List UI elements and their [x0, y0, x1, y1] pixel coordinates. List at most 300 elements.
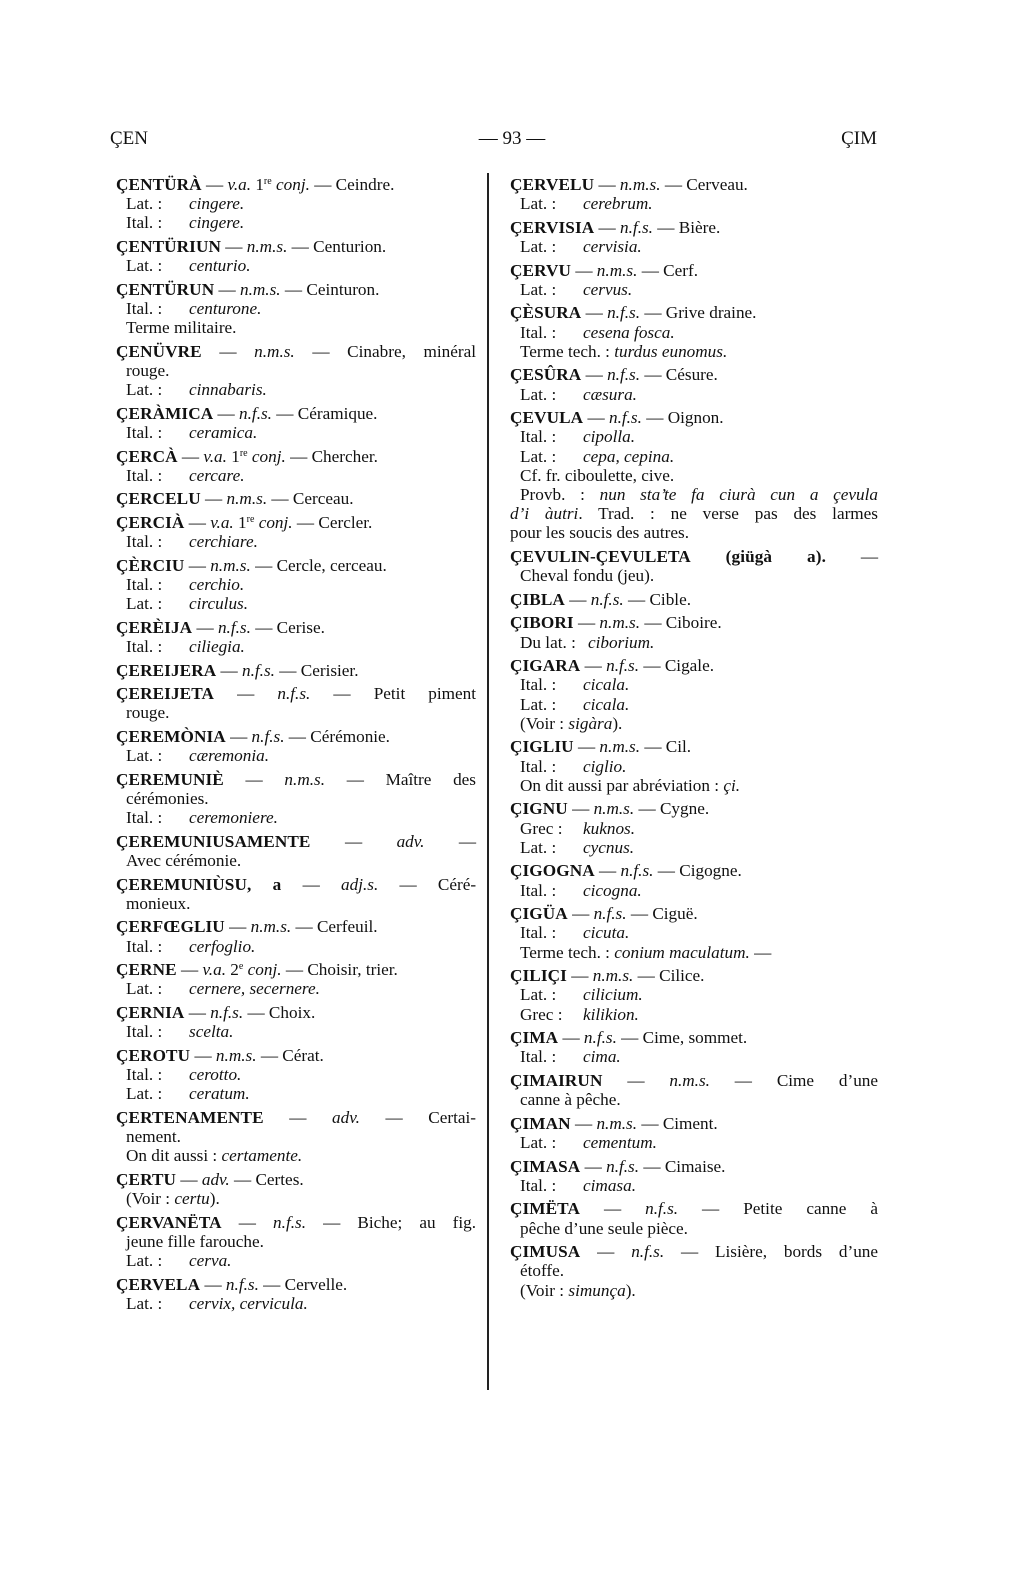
definition: Céré- — [437, 874, 477, 894]
part-of-speech: v.a. — [227, 175, 252, 194]
dash: — — [260, 1045, 278, 1065]
proverb-text: nun sta’te fa ciurà cun a çevula — [599, 485, 879, 504]
dash: — — [680, 1242, 699, 1262]
definition: Cerveau. — [686, 175, 748, 194]
etymology-line — [510, 280, 878, 299]
dictionary-entry — [510, 966, 878, 1024]
dash: — — [180, 960, 199, 980]
conjugation-ordinal: re — [239, 447, 248, 459]
definition-continuation: monieux. — [126, 893, 191, 913]
conjugation-label: conj. — [258, 512, 293, 532]
dash: — — [217, 403, 235, 423]
headword: ÇEROTU — [116, 1045, 191, 1065]
see-also-close: ). — [612, 713, 623, 733]
dash: — — [205, 489, 223, 509]
see-also-label: (Voir : — [126, 1188, 171, 1208]
dictionary-entry — [116, 513, 476, 551]
part-of-speech: n.f.s. — [620, 861, 654, 881]
definition: Ceindre. — [335, 175, 395, 194]
etymology-line — [116, 1294, 476, 1313]
see-also-close: ). — [209, 1188, 220, 1208]
dash: — — [263, 1274, 281, 1294]
conjugation-number: 1 — [255, 175, 264, 194]
dash: — — [664, 175, 682, 194]
etymology-word: ciliegia. — [189, 636, 245, 656]
headword: ÇEREMUNIÙSU, a — [116, 874, 282, 894]
part-of-speech: n.f.s. — [239, 403, 272, 423]
dash: — — [188, 1002, 206, 1022]
dash: — — [312, 341, 330, 361]
etymology-line — [116, 194, 476, 213]
dash: — — [641, 1113, 659, 1133]
proverb-label: Provb. : — [520, 485, 585, 504]
headword: ÇESÛRA — [510, 365, 582, 385]
etymology-word: cervisia. — [583, 237, 642, 256]
entry-head-line — [510, 175, 878, 194]
entry-head-line — [510, 861, 878, 880]
dictionary-entry — [510, 408, 878, 542]
dash: — — [637, 966, 655, 986]
etymology-language: Ital. : — [520, 756, 557, 776]
entry-head-line — [116, 875, 476, 894]
definition-continuation: jeune fille farouche. — [126, 1231, 264, 1251]
definition: Ciboire. — [665, 613, 722, 633]
etymology-word: cicogna. — [583, 880, 642, 900]
etymology-word: centurio. — [189, 256, 251, 276]
dash: — — [233, 1169, 252, 1189]
technical-term — [510, 342, 878, 361]
part-of-speech: n.f.s. — [606, 656, 640, 676]
etymology-line — [116, 746, 476, 765]
etymology-line — [116, 1084, 476, 1103]
part-of-speech: n.f.s. — [210, 1002, 244, 1022]
dictionary-entry — [116, 661, 476, 680]
etymology-line — [510, 1047, 878, 1066]
etymology-word: ciborium. — [588, 632, 655, 652]
etymology-language: Ital. : — [126, 808, 163, 828]
headword: ÇIMAIRUN — [510, 1070, 603, 1090]
dash: — — [860, 547, 878, 566]
dictionary-entry — [510, 799, 878, 857]
etymology-language: Lat. : — [126, 594, 163, 614]
dash: — — [344, 831, 363, 851]
definition: Cygne. — [659, 799, 710, 819]
headword: ÇIMUSA — [510, 1242, 581, 1262]
dash: — — [585, 303, 603, 323]
dictionary-entry — [116, 556, 476, 614]
etymology-language: Du lat. : — [520, 632, 576, 652]
etymology-word: ciglio. — [583, 756, 627, 776]
part-of-speech: adv. — [201, 1169, 230, 1189]
definition: Cérat. — [282, 1045, 324, 1065]
definition: Lisière, bords d’une — [715, 1242, 879, 1262]
etymology-language: Lat. : — [126, 256, 163, 276]
definition-continuation: rouge. — [126, 361, 170, 380]
etymology-word: ceramica. — [189, 423, 258, 442]
etymology-language: Ital. : — [520, 880, 557, 900]
etymology-word: ceremoniere. — [189, 808, 278, 828]
technical-term-label: Terme tech. : — [520, 341, 610, 361]
definition-continuation: Avec cérémonie. — [126, 850, 242, 870]
etymology-word: cycnus. — [583, 837, 635, 857]
part-of-speech: n.m.s. — [599, 737, 641, 757]
etymology-line — [510, 447, 878, 466]
etymology-language: Lat. : — [520, 279, 557, 299]
entry-head-line — [116, 280, 476, 299]
etymology-word: cæremonia. — [189, 746, 270, 766]
etymology-word: cæsura. — [583, 384, 637, 404]
right-column — [510, 175, 878, 1300]
definition-continuation: cérémonies. — [126, 788, 209, 808]
etymology-line — [116, 1251, 476, 1270]
dash: — — [296, 512, 315, 532]
etymology-language: Lat. : — [520, 446, 557, 466]
etymology-language: Ital. : — [126, 574, 163, 594]
headword: ÇIMA — [510, 1028, 559, 1048]
etymology-language: Grec : — [520, 818, 563, 838]
dictionary-entry — [116, 875, 476, 913]
entry-head-line — [116, 447, 476, 466]
entry-head-line — [510, 1114, 878, 1133]
definition: Certes. — [255, 1169, 304, 1189]
see-also — [510, 714, 878, 733]
part-of-speech: n.m.s. — [593, 799, 635, 819]
page-number: — 93 — — [478, 128, 546, 149]
proverb-text: d’i àutri — [510, 504, 579, 524]
etymology-line — [510, 1176, 878, 1195]
left-column — [116, 175, 476, 1313]
etymology-word: cilicium. — [583, 985, 643, 1005]
headword: ÇERVU — [510, 260, 572, 280]
dash: — — [569, 589, 587, 609]
etymology-word: kuknos. — [583, 818, 636, 838]
dictionary-entry — [510, 365, 878, 403]
headword: ÇERVELU — [510, 175, 595, 194]
technical-term — [510, 943, 878, 962]
etymology-language: Lat. : — [126, 194, 163, 214]
dash: — — [627, 589, 646, 609]
part-of-speech: n.m.s. — [239, 279, 281, 299]
etymology-line — [510, 1133, 878, 1152]
dash: — — [644, 303, 662, 323]
dash: — — [571, 966, 589, 986]
etymology-word: cerchiare. — [189, 532, 258, 552]
dictionary-entry — [510, 1157, 878, 1195]
headword: ÇERCELU — [116, 489, 201, 509]
definition: Césure. — [665, 365, 718, 385]
headword: ÇERCÀ — [116, 446, 178, 466]
etymology-line — [116, 808, 476, 827]
dictionary-entry — [116, 1108, 476, 1166]
etymology-word: cerebrum. — [583, 194, 653, 214]
part-of-speech: n.f.s. — [606, 1156, 640, 1176]
definition: Cigale. — [664, 656, 714, 676]
etymology-word: cerva. — [189, 1250, 232, 1270]
dash: — — [291, 237, 309, 256]
part-of-speech: n.f.s. — [593, 904, 627, 924]
dash: — — [574, 1113, 593, 1133]
etymology-language: Lat. : — [520, 384, 557, 404]
entry-head-line — [116, 727, 476, 746]
etymology-line — [116, 575, 476, 594]
dash: — — [638, 799, 656, 819]
headword: ÇIGÜA — [510, 904, 568, 924]
etymology-word: cicuta. — [583, 923, 630, 943]
dictionary-entry — [510, 656, 878, 733]
headword: ÇEREMUNIUSAMENTE — [116, 831, 311, 851]
definition: Oignon. — [667, 408, 724, 428]
dash: — — [603, 1199, 622, 1219]
etymology-language: Ital. : — [126, 936, 163, 956]
part-of-speech: n.f.s. — [631, 1242, 665, 1262]
entry-head-line — [510, 904, 878, 923]
headword: ÇERVISIA — [510, 217, 595, 237]
dash: — — [646, 408, 664, 428]
part-of-speech: adv. — [396, 831, 425, 851]
conjugation-label: conj. — [276, 175, 310, 194]
headword: ÇERTU — [116, 1169, 177, 1189]
dash: — — [271, 489, 289, 509]
etymology-language: Lat. : — [126, 1084, 163, 1104]
definition: Grive draine. — [665, 303, 757, 323]
dash: — — [255, 555, 273, 575]
part-of-speech: n.f.s. — [607, 303, 641, 323]
conjugation-ordinal: re — [246, 513, 255, 525]
entry-head-line — [510, 1028, 878, 1047]
dash: — — [584, 1156, 602, 1176]
definition-continuation: canne à pêche. — [520, 1090, 621, 1110]
etymology-word: ceratum. — [189, 1084, 250, 1104]
etymology-line — [116, 937, 476, 956]
definition: Cime d’une — [776, 1070, 879, 1090]
etymology-language: Ital. : — [520, 1047, 557, 1067]
part-of-speech: adj.s. — [341, 874, 379, 894]
dash: — — [630, 904, 649, 924]
dash: — — [230, 726, 248, 746]
dash: — — [575, 260, 593, 280]
etymology-language: Lat. : — [520, 985, 557, 1005]
definition-continuation: pêche d’une seule pièce. — [520, 1218, 688, 1238]
definition: Cinabre, minéral — [347, 341, 476, 361]
part-of-speech: n.f.s. — [590, 589, 624, 609]
proverb-line — [510, 504, 878, 523]
dash: — — [399, 874, 417, 894]
dash: — — [641, 260, 659, 280]
etymology-word: cepa, cepina. — [583, 446, 675, 466]
definition: Cible. — [649, 589, 692, 609]
etymology-line — [116, 256, 476, 275]
etymology-language: Lat. : — [520, 194, 557, 214]
dash: — — [204, 1274, 222, 1294]
dictionary-entry — [116, 175, 476, 233]
dash: — — [621, 1028, 639, 1048]
definition: Cerise. — [276, 617, 325, 637]
dictionary-entry — [116, 447, 476, 485]
dash: — — [585, 365, 603, 385]
see-also — [510, 1281, 878, 1300]
definition: Cerfeuil. — [316, 917, 378, 937]
headword: ÇÈSURA — [510, 303, 582, 323]
dash: — — [584, 656, 602, 676]
part-of-speech: n.f.s. — [645, 1199, 679, 1219]
dash: — — [572, 799, 590, 819]
dash: — — [702, 1199, 720, 1219]
headword: ÇEVULA — [510, 408, 584, 428]
entry-head-line — [116, 237, 476, 256]
part-of-speech: n.m.s. — [669, 1070, 710, 1090]
dash: — — [587, 408, 605, 428]
entry-head-line — [116, 489, 476, 508]
etymology-line — [510, 757, 878, 776]
etymology-word: cesena fosca. — [583, 322, 675, 342]
usage-note-text: On dit aussi par abréviation : — [520, 775, 720, 795]
etymology-line — [116, 380, 476, 399]
entry-head-line — [116, 770, 476, 789]
etymology-line — [116, 1022, 476, 1041]
dictionary-entry — [510, 590, 878, 609]
usage-note-text: On dit aussi : — [126, 1146, 218, 1166]
entry-head-line — [116, 684, 476, 703]
etymology-word: cerotto. — [189, 1064, 242, 1084]
conjugation-number: 1 — [231, 446, 240, 466]
etymology-language: Ital. : — [520, 675, 557, 695]
dictionary-entry — [116, 342, 476, 400]
etymology-word: centurone. — [189, 299, 262, 318]
dash: — — [219, 341, 237, 361]
headword: ÇIGOGNA — [510, 861, 595, 881]
definition-continuation: rouge. — [126, 703, 170, 723]
headword: ÇERÀMICA — [116, 403, 214, 423]
headword: ÇIMAN — [510, 1113, 571, 1133]
etymology-word: cervix, cervicula. — [189, 1293, 308, 1313]
part-of-speech: n.f.s. — [583, 1028, 617, 1048]
see-also-word: certu — [174, 1188, 210, 1208]
dash: — — [599, 861, 617, 881]
dictionary-entry — [116, 237, 476, 275]
dash: — — [188, 512, 206, 532]
part-of-speech: v.a. — [202, 960, 226, 980]
etymology-line — [510, 1005, 878, 1024]
dash: — — [643, 1156, 661, 1176]
etymology-word: cernere, secernere. — [189, 979, 320, 999]
headword: ÇEREIJERA — [116, 660, 217, 680]
dash: — — [255, 617, 273, 637]
part-of-speech: n.m.s. — [254, 341, 295, 361]
dictionary-entry — [116, 618, 476, 656]
definition: Cil. — [665, 737, 692, 757]
headword: ÇIGNU — [510, 799, 568, 819]
dash: — — [284, 279, 303, 299]
conjugation-ordinal: e — [238, 961, 244, 973]
headword: ÇENTÜRIUN — [116, 237, 221, 256]
headword: ÇENTÜRÀ — [116, 175, 202, 194]
dictionary-entry — [116, 917, 476, 955]
entry-head-line — [116, 556, 476, 575]
etymology-language: Lat. : — [126, 746, 163, 766]
entry-head-line — [510, 1199, 878, 1218]
dictionary-entry — [510, 737, 878, 795]
dictionary-entry — [510, 218, 878, 256]
dash: — — [206, 175, 224, 194]
entry-head-line — [116, 917, 476, 936]
part-of-speech: n.m.s. — [284, 769, 326, 789]
dash: — — [290, 446, 308, 466]
dictionary-entry — [116, 960, 476, 998]
definition: Ciment. — [662, 1113, 718, 1133]
headword: ÇERNIA — [116, 1002, 185, 1022]
etymology-language: Ital. : — [126, 636, 163, 656]
entry-head-line — [510, 799, 878, 818]
entry-head-line — [510, 218, 878, 237]
headword: ÇIBORI — [510, 613, 574, 633]
entry-head-line — [116, 513, 476, 532]
definition: Ceinturon. — [306, 279, 380, 299]
dictionary-entry — [116, 1046, 476, 1104]
etymology-language: Lat. : — [520, 694, 557, 714]
dash: — — [323, 1212, 341, 1232]
etymology-word: cicala. — [583, 694, 630, 714]
headword: ÇERVANËTA — [116, 1212, 222, 1232]
etymology-language: Lat. : — [520, 237, 557, 256]
definition: Choix. — [268, 1002, 316, 1022]
dictionary-entry — [116, 832, 476, 870]
see-also-close: ). — [625, 1280, 636, 1300]
part-of-speech: n.m.s. — [246, 237, 288, 256]
dash: — — [749, 942, 772, 962]
etymology-language: Ital. : — [126, 299, 163, 318]
definition: Petite canne à — [743, 1199, 878, 1219]
entry-head-line — [510, 261, 878, 280]
etymology-language: Ital. : — [520, 322, 557, 342]
definition: Cérémonie. — [310, 726, 390, 746]
etymology-language: Lat. : — [520, 1132, 557, 1152]
conjugation-number: 2 — [230, 960, 239, 980]
running-head-right: ÇIM — [841, 128, 877, 149]
etymology-language: Lat. : — [126, 979, 163, 999]
dash: — — [288, 726, 306, 746]
definition-continuation: nement. — [126, 1126, 181, 1146]
etymology-word: cicala. — [583, 675, 630, 695]
dash: — — [577, 737, 596, 757]
entry-head-line — [116, 1003, 476, 1022]
headword: ÇIGARA — [510, 656, 581, 676]
etymology-line — [116, 466, 476, 485]
part-of-speech: n.m.s. — [250, 917, 292, 937]
entry-head-line — [510, 590, 878, 609]
dash: — — [346, 769, 364, 789]
dictionary-entry — [510, 175, 878, 213]
entry-head-line — [510, 1157, 878, 1176]
etymology-word: cingere. — [189, 194, 245, 214]
etymology-word: cercare. — [189, 465, 245, 485]
etymology-line — [510, 237, 878, 256]
etymology-line — [116, 423, 476, 442]
etymology-line — [116, 1065, 476, 1084]
proverb-translation: . Trad. : ne verse pas des larmes — [578, 504, 878, 524]
running-head-left: ÇEN — [110, 128, 148, 149]
dash: — — [276, 403, 294, 423]
definition: Maître des — [385, 769, 476, 789]
see-also-label: (Voir : — [520, 1280, 565, 1300]
definition: Cercler. — [318, 512, 373, 532]
dash: — — [289, 1107, 307, 1127]
etymology-line — [510, 695, 878, 714]
dash: — — [385, 1107, 403, 1127]
etymology-word: cerfoglio. — [189, 936, 256, 956]
see-also-word: simunça — [568, 1280, 626, 1300]
dictionary-entry — [116, 770, 476, 828]
dash: — — [279, 660, 297, 680]
